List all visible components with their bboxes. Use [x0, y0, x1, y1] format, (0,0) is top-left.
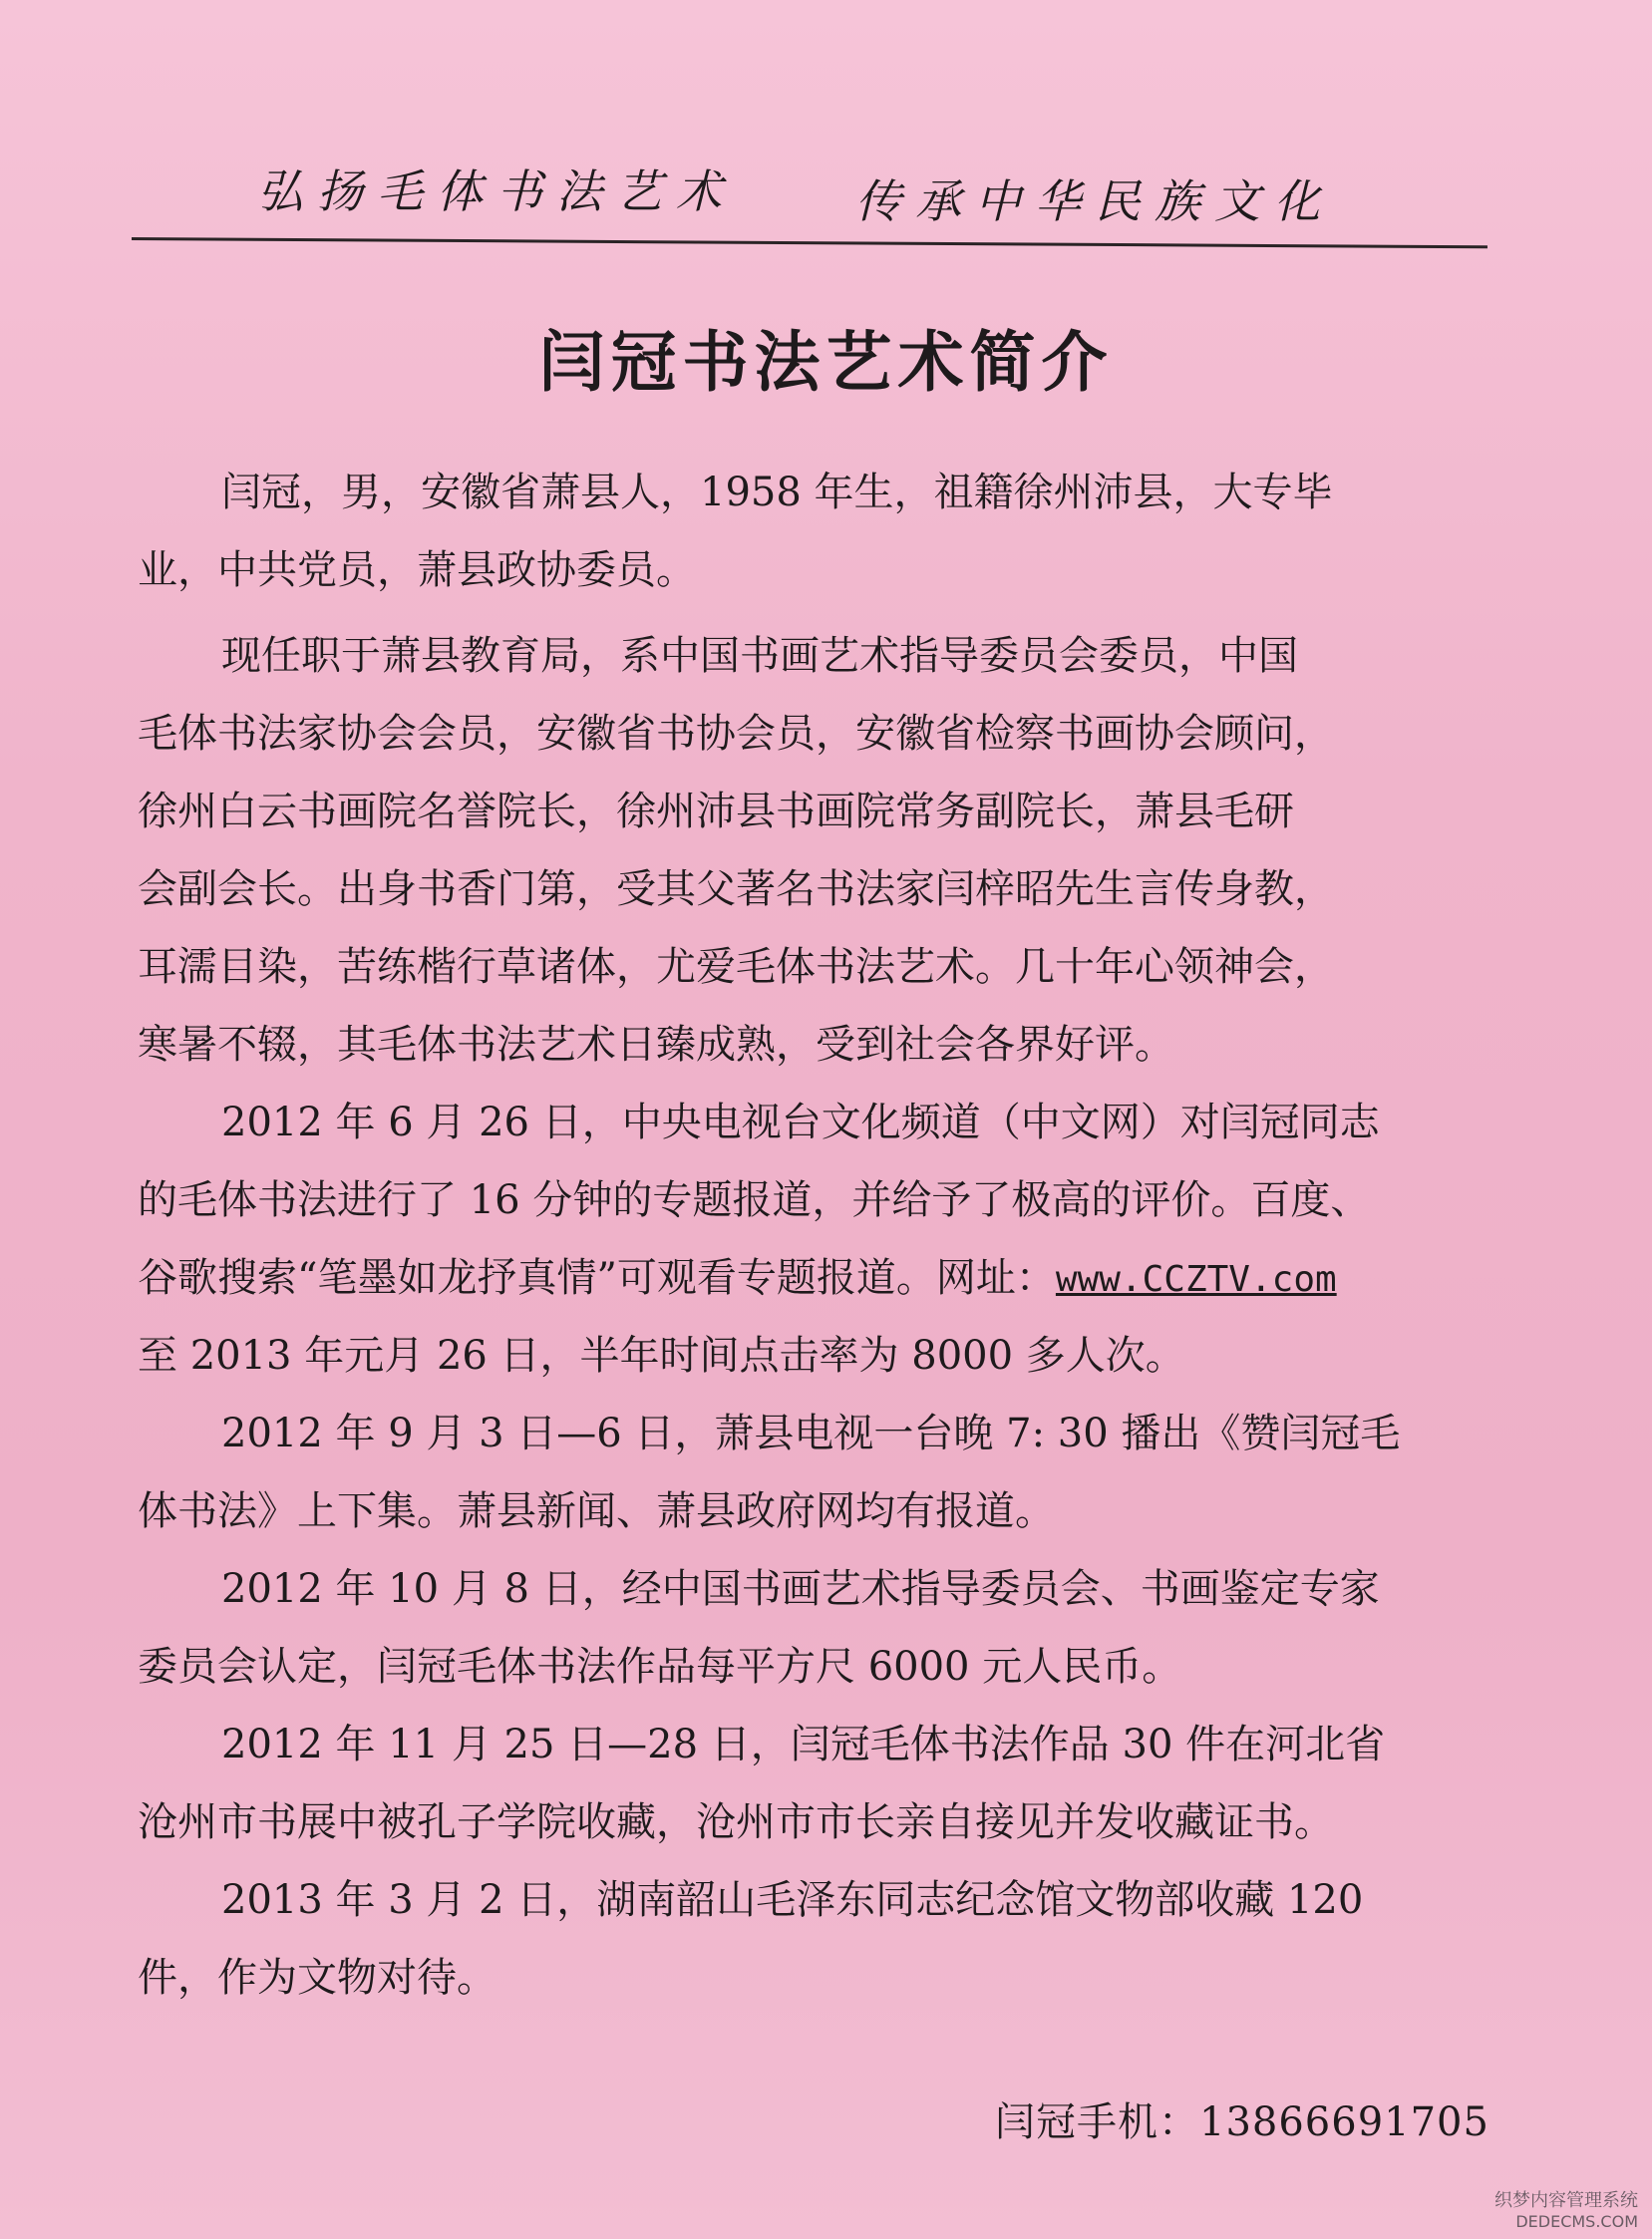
- site-watermark: [1494, 2190, 1638, 2231]
- body-line: [138, 1239, 1464, 1317]
- slogan-left: 弘扬毛体书法艺术: [257, 164, 736, 218]
- body-line: 的毛体书法进行了 16 分钟的专题报道，并给予了极高的评价。百度、: [138, 1177, 1371, 1223]
- body-line: 耳濡目染，苦练楷行草诸体，尤爱毛体书法艺术。几十年心领神会，: [138, 944, 1334, 990]
- body-line: 体书法》上下集。萧县新闻、萧县政府网均有报道。: [138, 1488, 1055, 1534]
- website-link[interactable]: www.CCZTV.com: [1055, 1259, 1337, 1300]
- body-line: 现任职于萧县教育局，系中国书画艺术指导委员会委员，中国: [221, 633, 1298, 679]
- body-line: 件，作为文物对待。: [138, 1955, 496, 2001]
- header-divider: [132, 237, 1487, 248]
- body-line-text: 谷歌搜索“笔墨如龙抒真情”可观看专题报道。网址：: [138, 1255, 1056, 1301]
- watermark-line-1: 织梦内容管理系统: [1494, 2190, 1638, 2212]
- body-line: 毛体书法家协会会员，安徽省书协会员，安徽省检察书画协会顾问，: [138, 711, 1334, 757]
- body-line: 会副会长。出身书香门第，受其父著名书法家闫梓昭先生言传身教，: [138, 866, 1334, 912]
- body-line: 业，中共党员，萧县政协委员。: [138, 547, 696, 593]
- document-title: 闫冠书法艺术简介: [538, 323, 1114, 401]
- header-slogan: [0, 148, 1652, 227]
- body-line: 至 2013 年元月 26 日，半年时间点击率为 8000 多人次。: [138, 1333, 1185, 1379]
- watermark-line-2: DEDECMS.COM: [1515, 2211, 1638, 2231]
- slogan-right: 传承中华民族文化: [855, 174, 1334, 228]
- body-line: 沧州市书展中被孔子学院收藏，沧州市市长亲自接见并发收藏证书。: [138, 1799, 1334, 1845]
- body-line: 2012 年 10 月 8 日，经中国书画艺术指导委员会、书画鉴定专家: [221, 1566, 1380, 1612]
- body-line: 2012 年 6 月 26 日，中央电视台文化频道（中文网）对闫冠同志: [221, 1100, 1380, 1145]
- body-line: 2012 年 11 月 25 日—28 日，闫冠毛体书法作品 30 件在河北省: [221, 1722, 1386, 1767]
- body-line: 2013 年 3 月 2 日，湖南韶山毛泽东同志纪念馆文物部收藏 120: [221, 1877, 1364, 1923]
- contact-phone: 闫冠手机：13866691705: [995, 2099, 1489, 2145]
- body-line: 委员会认定，闫冠毛体书法作品每平方尺 6000 元人民币。: [138, 1644, 1182, 1690]
- document-body: [138, 454, 1464, 2017]
- body-line: 寒暑不辍，其毛体书法艺术日臻成熟，受到社会各界好评。: [138, 1022, 1174, 1068]
- body-line: 徐州白云书画院名誉院长，徐州沛县书画院常务副院长，萧县毛研: [138, 789, 1294, 834]
- body-line: 闫冠，男，安徽省萧县人，1958 年生，祖籍徐州沛县，大专毕: [221, 470, 1333, 515]
- body-line: 2012 年 9 月 3 日—6 日，萧县电视一台晚 7: 30 播出《赞闫冠毛: [221, 1411, 1401, 1456]
